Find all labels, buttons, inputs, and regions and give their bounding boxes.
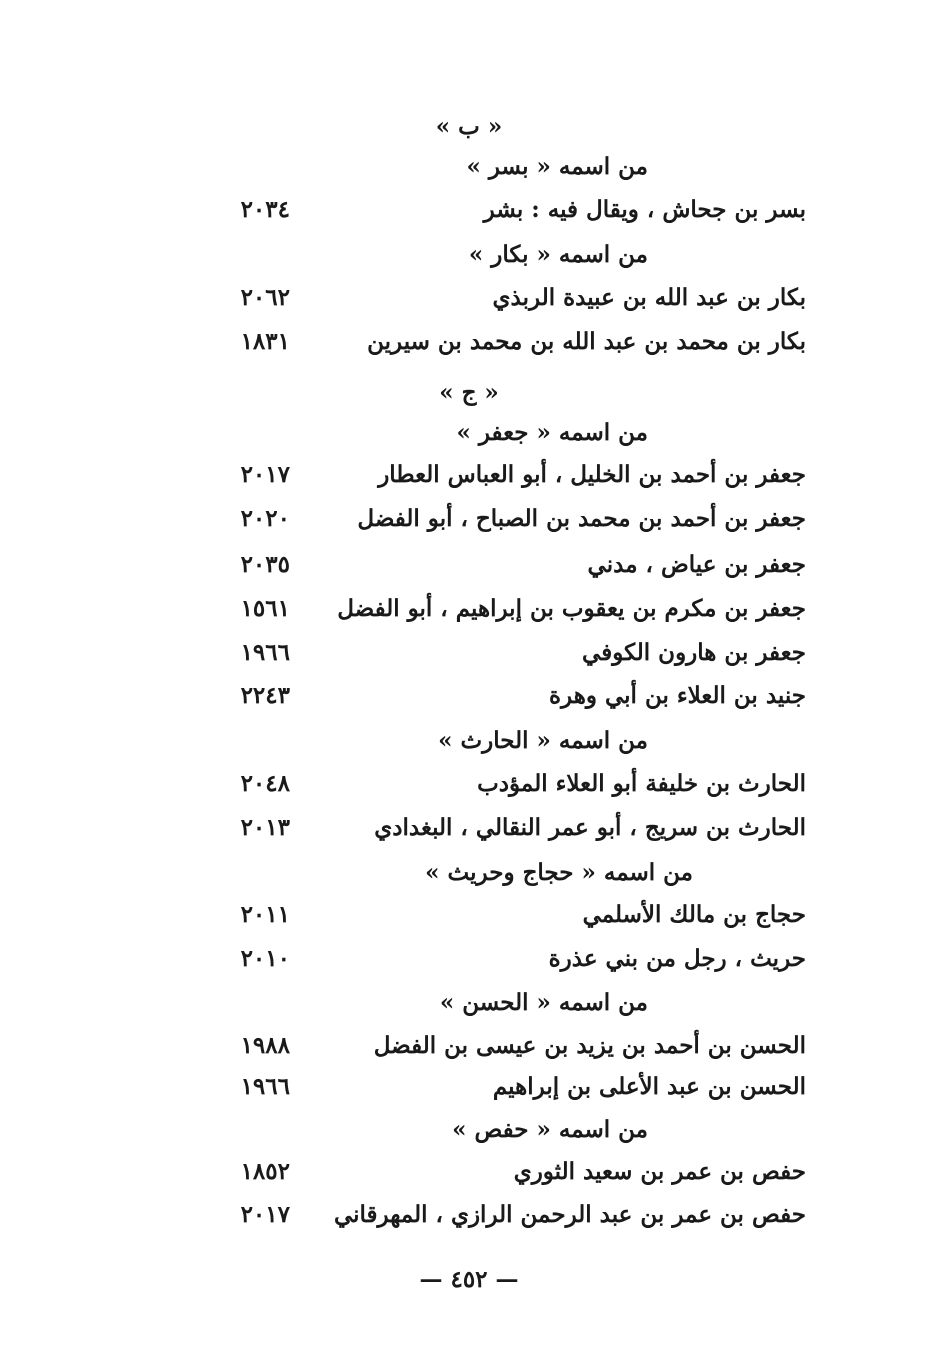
entry-name: جعفر بن أحمد بن محمد بن الصباح ، أبو الفضل [357, 505, 806, 532]
index-entry [0, 1067, 938, 1107]
entry-name: الحارث بن خليفة أبو العلاء المؤدب [477, 770, 806, 797]
entry-number: ١٥٦١ [240, 595, 290, 622]
name-group-heading-text: من اسمه « الحارث » [438, 727, 648, 754]
entry-name: بكار بن محمد بن عبد الله بن محمد بن سيرين [367, 328, 806, 355]
entry-number: ٢٠٣٤ [240, 196, 290, 223]
entry-name: الحسن بن عبد الأعلى بن إبراهيم [492, 1073, 806, 1100]
entry-number: ٢٠٤٨ [240, 770, 290, 797]
name-group-heading [0, 147, 938, 187]
entry-name: الحارث بن سريج ، أبو عمر النقالي ، البغدادي [374, 814, 806, 841]
entry-name: حفص بن عمر بن سعيد الثوري [513, 1158, 806, 1185]
entry-name: بسر بن جحاش ، ويقال فيه : بشر [483, 196, 806, 223]
name-group-heading [0, 235, 938, 275]
index-entry [0, 322, 938, 362]
entry-number: ٢٠١٧ [240, 461, 290, 488]
index-entry [0, 589, 938, 629]
name-group-heading-text: من اسمه « بسر » [466, 153, 648, 180]
index-entry [0, 764, 938, 804]
entry-name: حريث ، رجل من بني عذرة [548, 945, 806, 972]
index-entry [0, 1195, 938, 1235]
name-group-heading [0, 853, 938, 893]
index-entry [0, 278, 938, 318]
index-entry [0, 633, 938, 673]
entry-name: جعفر بن أحمد بن الخليل ، أبو العباس العطار [378, 461, 806, 488]
entry-number: ٢٠٣٥ [240, 551, 290, 578]
entry-number: ٢٠١٣ [240, 814, 290, 841]
name-group-heading-text: من اسمه « الحسن » [439, 989, 648, 1016]
entry-name: حجاج بن مالك الأسلمي [582, 901, 806, 928]
entry-name: الحسن بن أحمد بن يزيد بن عيسى بن الفضل [373, 1032, 806, 1059]
name-group-heading-text: من اسمه « حجاج وحريث » [425, 859, 693, 886]
name-group-heading [0, 983, 938, 1023]
name-group-heading [0, 1110, 938, 1150]
letter-heading-jim [0, 373, 938, 413]
entry-name: جعفر بن مكرم بن يعقوب بن إبراهيم ، أبو الفضل [337, 595, 806, 622]
entry-number: ٢٠١٧ [240, 1201, 290, 1228]
index-entry [0, 895, 938, 935]
letter-heading-text: « ب » [435, 113, 503, 140]
entry-name: بكار بن عبد الله بن عبيدة الربذي [492, 284, 806, 311]
index-entry [0, 1026, 938, 1066]
index-entry [0, 545, 938, 585]
entry-number: ٢٠٢٠ [240, 505, 290, 532]
entry-number: ١٩٨٨ [240, 1032, 290, 1059]
entry-number: ١٩٦٦ [240, 639, 290, 666]
name-group-heading-text: من اسمه « جعفر » [456, 419, 648, 446]
index-entry [0, 455, 938, 495]
entry-number: ١٨٣١ [240, 328, 290, 355]
name-group-heading [0, 721, 938, 761]
index-entry [0, 499, 938, 539]
entry-number: ١٨٥٢ [240, 1158, 290, 1185]
page-number: — ٤٥٢ — [419, 1266, 519, 1293]
entry-number: ٢٠١١ [240, 901, 290, 928]
entry-name: جعفر بن عياض ، مدني [587, 551, 806, 578]
name-group-heading-text: من اسمه « بكار » [468, 241, 648, 268]
entry-number: ٢٠١٠ [240, 945, 290, 972]
letter-heading-text: « ج » [439, 379, 499, 406]
entry-number: ١٩٦٦ [240, 1073, 290, 1100]
index-entry [0, 676, 938, 716]
entry-name: حفص بن عمر بن عبد الرحمن الرازي ، المهرقاني [333, 1201, 806, 1228]
index-entry [0, 1152, 938, 1192]
entry-number: ٢٢٤٣ [240, 682, 290, 709]
name-group-heading [0, 413, 938, 453]
name-group-heading-text: من اسمه « حفص » [452, 1116, 648, 1143]
letter-heading-ba [0, 107, 938, 147]
index-entry [0, 939, 938, 979]
index-entry [0, 190, 938, 230]
entry-number: ٢٠٦٢ [240, 284, 290, 311]
entry-name: جعفر بن هارون الكوفي [582, 639, 806, 666]
index-entry [0, 808, 938, 848]
entry-name: جنيد بن العلاء بن أبي وهرة [549, 682, 806, 709]
